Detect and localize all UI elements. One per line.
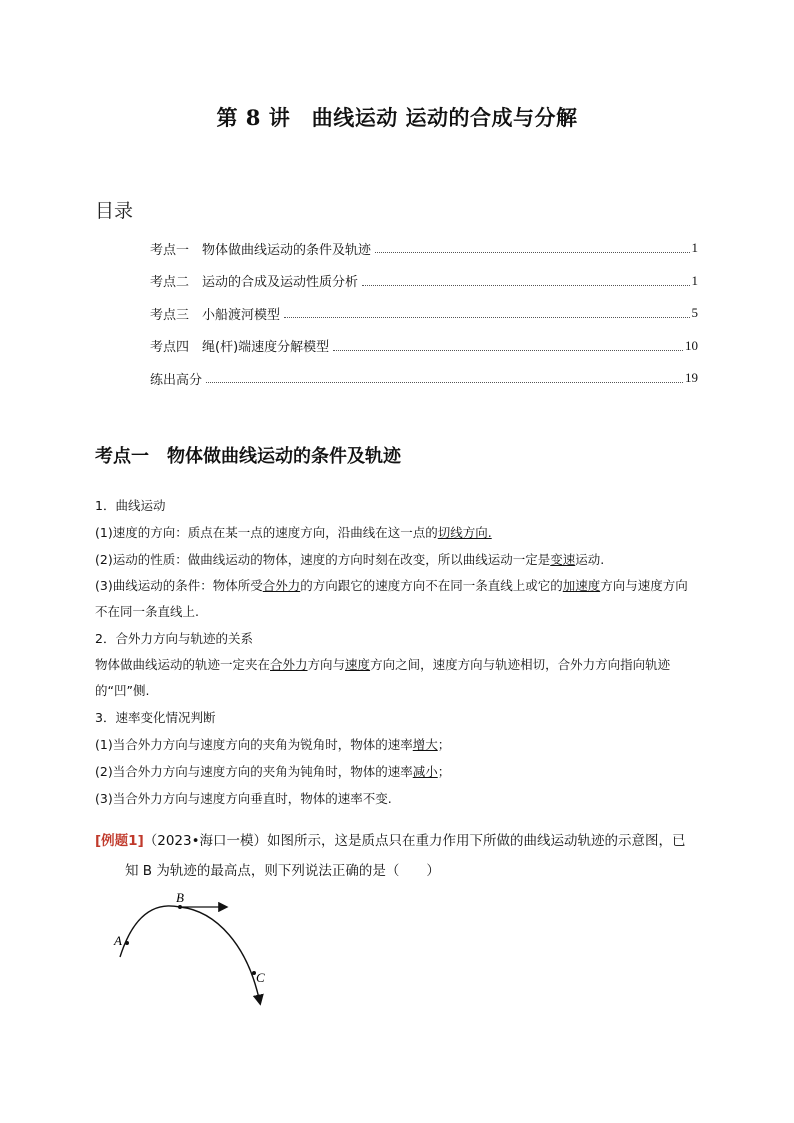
example-question bbox=[95, 826, 705, 886]
paragraph bbox=[95, 652, 700, 704]
example-line: 知 B 为轨迹的最高点，则下列说法正确的是（ ） bbox=[125, 863, 440, 879]
example-line bbox=[95, 826, 705, 856]
point-b bbox=[178, 905, 182, 909]
toc-item[interactable] bbox=[150, 362, 698, 395]
label-c: C bbox=[256, 970, 265, 985]
underlined-term: 合外力 bbox=[262, 578, 301, 593]
toc-item-page: 10 bbox=[685, 337, 698, 353]
toc-leader-dots bbox=[206, 381, 683, 383]
toc-item[interactable] bbox=[150, 265, 698, 298]
toc-item-label: 考点二 运动的合成及运动性质分析 bbox=[150, 275, 359, 291]
text: ； bbox=[437, 764, 451, 779]
underlined-term: 加速度 bbox=[562, 578, 601, 593]
underlined-term: 减小 bbox=[412, 764, 438, 779]
toc-item[interactable] bbox=[150, 330, 698, 363]
toc-item-label: 考点三 小船渡河模型 bbox=[150, 307, 281, 323]
toc-item[interactable] bbox=[150, 232, 698, 265]
underlined-term: 切线方向. bbox=[437, 525, 492, 540]
text: 的方向跟它的速度方向不在同一条直线上或它的 bbox=[300, 578, 563, 593]
text: 方向与 bbox=[307, 657, 346, 672]
paragraph bbox=[95, 546, 700, 573]
example-tag: [例题1] bbox=[95, 833, 144, 849]
text: 物体做曲线运动的轨迹一定夹在 bbox=[95, 657, 271, 672]
toc-item-page: 1 bbox=[691, 272, 698, 288]
toc-heading: 目录 bbox=[95, 200, 134, 222]
paragraph bbox=[95, 731, 700, 758]
trajectory-figure bbox=[108, 885, 278, 1010]
subheading: 2．合外力方向与轨迹的关系 bbox=[95, 631, 253, 646]
subheading: 1．曲线运动 bbox=[95, 498, 166, 513]
text: ； bbox=[437, 737, 451, 752]
paragraph bbox=[95, 573, 700, 625]
toc-leader-dots bbox=[375, 251, 689, 253]
text: (1)速度的方向：质点在某一点的速度方向，沿曲线在这一点的 bbox=[95, 525, 438, 540]
toc-item-label: 考点四 绳(杆)端速度分解模型 bbox=[150, 340, 330, 356]
text: (1)当合外力方向与速度方向的夹角为锐角时，物体的速率 bbox=[95, 737, 413, 752]
section-body bbox=[95, 492, 700, 812]
text: 方向与速度方向不在同一条直线上. bbox=[95, 578, 688, 619]
underlined-term: 增大 bbox=[412, 737, 438, 752]
paragraph: (3)当合外力方向与速度方向垂直时，物体的速率不变. bbox=[95, 791, 392, 806]
underlined-term: 变速 bbox=[550, 552, 576, 567]
section-title: 考点一 物体做曲线运动的条件及轨迹 bbox=[95, 446, 401, 467]
toc-leader-dots bbox=[362, 284, 689, 286]
label-a: A bbox=[114, 933, 122, 948]
toc-leader-dots bbox=[284, 316, 689, 318]
text: (2)运动的性质：做曲线运动的物体，速度的方向时刻在改变，所以曲线运动一定是 bbox=[95, 552, 551, 567]
toc-item[interactable] bbox=[150, 297, 698, 330]
example-text: （2023•海口一模）如图所示，这是质点只在重力作用下所做的曲线运动轨迹的示意图，已 bbox=[143, 833, 686, 849]
underlined-term: 合外力 bbox=[270, 657, 308, 672]
point-a bbox=[125, 941, 129, 945]
trajectory-curve bbox=[120, 906, 260, 1003]
toc-item-page: 1 bbox=[691, 240, 698, 256]
text: (3)曲线运动的条件：物体所受 bbox=[95, 578, 263, 593]
toc-leader-dots bbox=[333, 349, 683, 351]
subheading: 3．速率变化情况判断 bbox=[95, 710, 216, 725]
table-of-contents bbox=[150, 232, 698, 395]
toc-item-page: 5 bbox=[691, 305, 698, 321]
text: 运动. bbox=[575, 552, 605, 567]
paragraph bbox=[95, 758, 700, 785]
text: 方向之间，速度方向与轨迹相切，合外力方向指向轨迹的“凹”侧. bbox=[95, 657, 671, 698]
label-b: B bbox=[176, 890, 184, 905]
toc-item-page: 19 bbox=[685, 370, 698, 386]
underlined-term: 速度 bbox=[345, 657, 371, 672]
paragraph bbox=[95, 519, 700, 546]
toc-item-label: 考点一 物体做曲线运动的条件及轨迹 bbox=[150, 242, 372, 258]
toc-item-label: 练出高分 bbox=[150, 372, 203, 388]
document-title: 第 8 讲 曲线运动 运动的合成与分解 bbox=[216, 105, 578, 130]
text: (2)当合外力方向与速度方向的夹角为钝角时，物体的速率 bbox=[95, 764, 413, 779]
